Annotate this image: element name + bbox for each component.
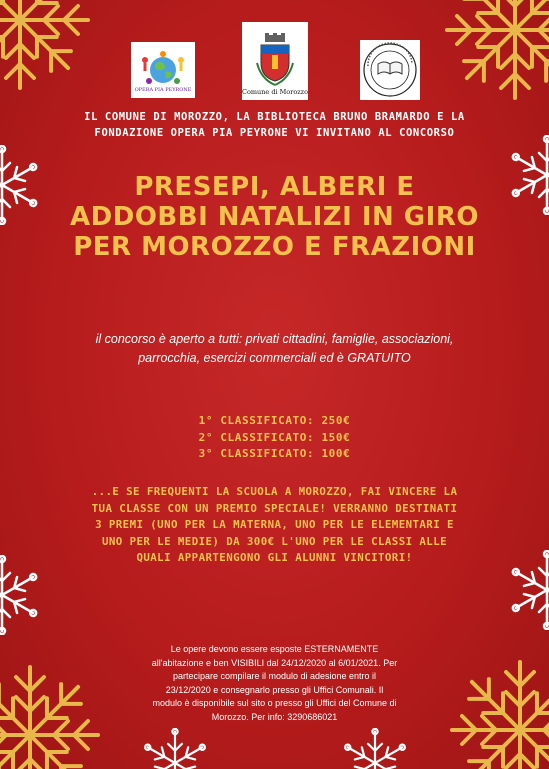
comune-di-morozzo-logo <box>242 22 308 100</box>
rules-text: Le opere devono essere esposte ESTERNAMENTE all'abitazione e ben VISIBILI dal 24/12/2020 al 6/01/2021. Per partecipare compilare il modulo di adesione entro il 23/12/2020 e consegnarlo presso gli Uffici Comunali. Il modulo è disponibile sul sito o presso gli Uffici del Comune di Morozzo. Per info: 3290686021 <box>151 644 398 722</box>
snowflake-icon <box>445 655 549 769</box>
snowflake-icon <box>0 145 42 225</box>
prize-item: 3° CLASSIFICATO: 100€ <box>198 447 351 460</box>
globe-children-icon <box>139 50 187 90</box>
snowflake-icon <box>0 0 95 95</box>
logo-caption: Comune di Morozzo <box>242 88 308 96</box>
special-prize-text: ...E SE FREQUENTI LA SCUOLA A MOROZZO, FAI VINCERE LA TUA CLASSE CON UN PREMIO SPECIALE! VERRANNO DESTINATI 3 PREMI (UNO PER LA MATERNA, UNO PER LE ELEMENTARI E UNO PER LE MEDIE) DA 300€ L'UNO PER LE CLASSI ALLE QUALI APPARTENGONO GLI ALUNNI VINCITORI! <box>91 485 458 564</box>
page-title: PRESEPI, ALBERI E ADDOBBI NATALIZI IN GIRO PER MOROZZO E FRAZIONI <box>70 172 479 262</box>
prize-list <box>100 413 449 463</box>
logo-caption: OPERA PIA PEYRONE <box>134 87 192 93</box>
snowflake-icon <box>0 660 105 769</box>
intro-text: IL COMUNE DI MOROZZO, LA BIBLIOTECA BRUNO BRAMARDO E LA FONDAZIONE OPERA PIA PEYRONE VI INVITANO AL CONCORSO <box>84 111 465 139</box>
snowflake-icon <box>0 555 42 635</box>
biblioteca-bruno-bramardo-logo <box>360 40 420 100</box>
coat-of-arms-icon <box>253 33 297 89</box>
snowflake-icon <box>340 728 410 769</box>
contest-description: il concorso è aperto a tutti: privati cittadini, famiglie, associazioni, parrocchia, esercizi commerciali ed è GRATUITO <box>95 332 454 365</box>
snowflake-icon <box>440 0 549 105</box>
snowflake-icon <box>507 135 549 215</box>
opera-pia-peyrone-logo <box>131 42 195 98</box>
prize-item: 2° CLASSIFICATO: 150€ <box>198 430 351 444</box>
snowflake-icon <box>507 550 549 630</box>
library-book-icon <box>362 42 418 98</box>
snowflake-icon <box>140 728 210 769</box>
prize-item: 1° CLASSIFICATO: 250€ <box>198 414 351 427</box>
